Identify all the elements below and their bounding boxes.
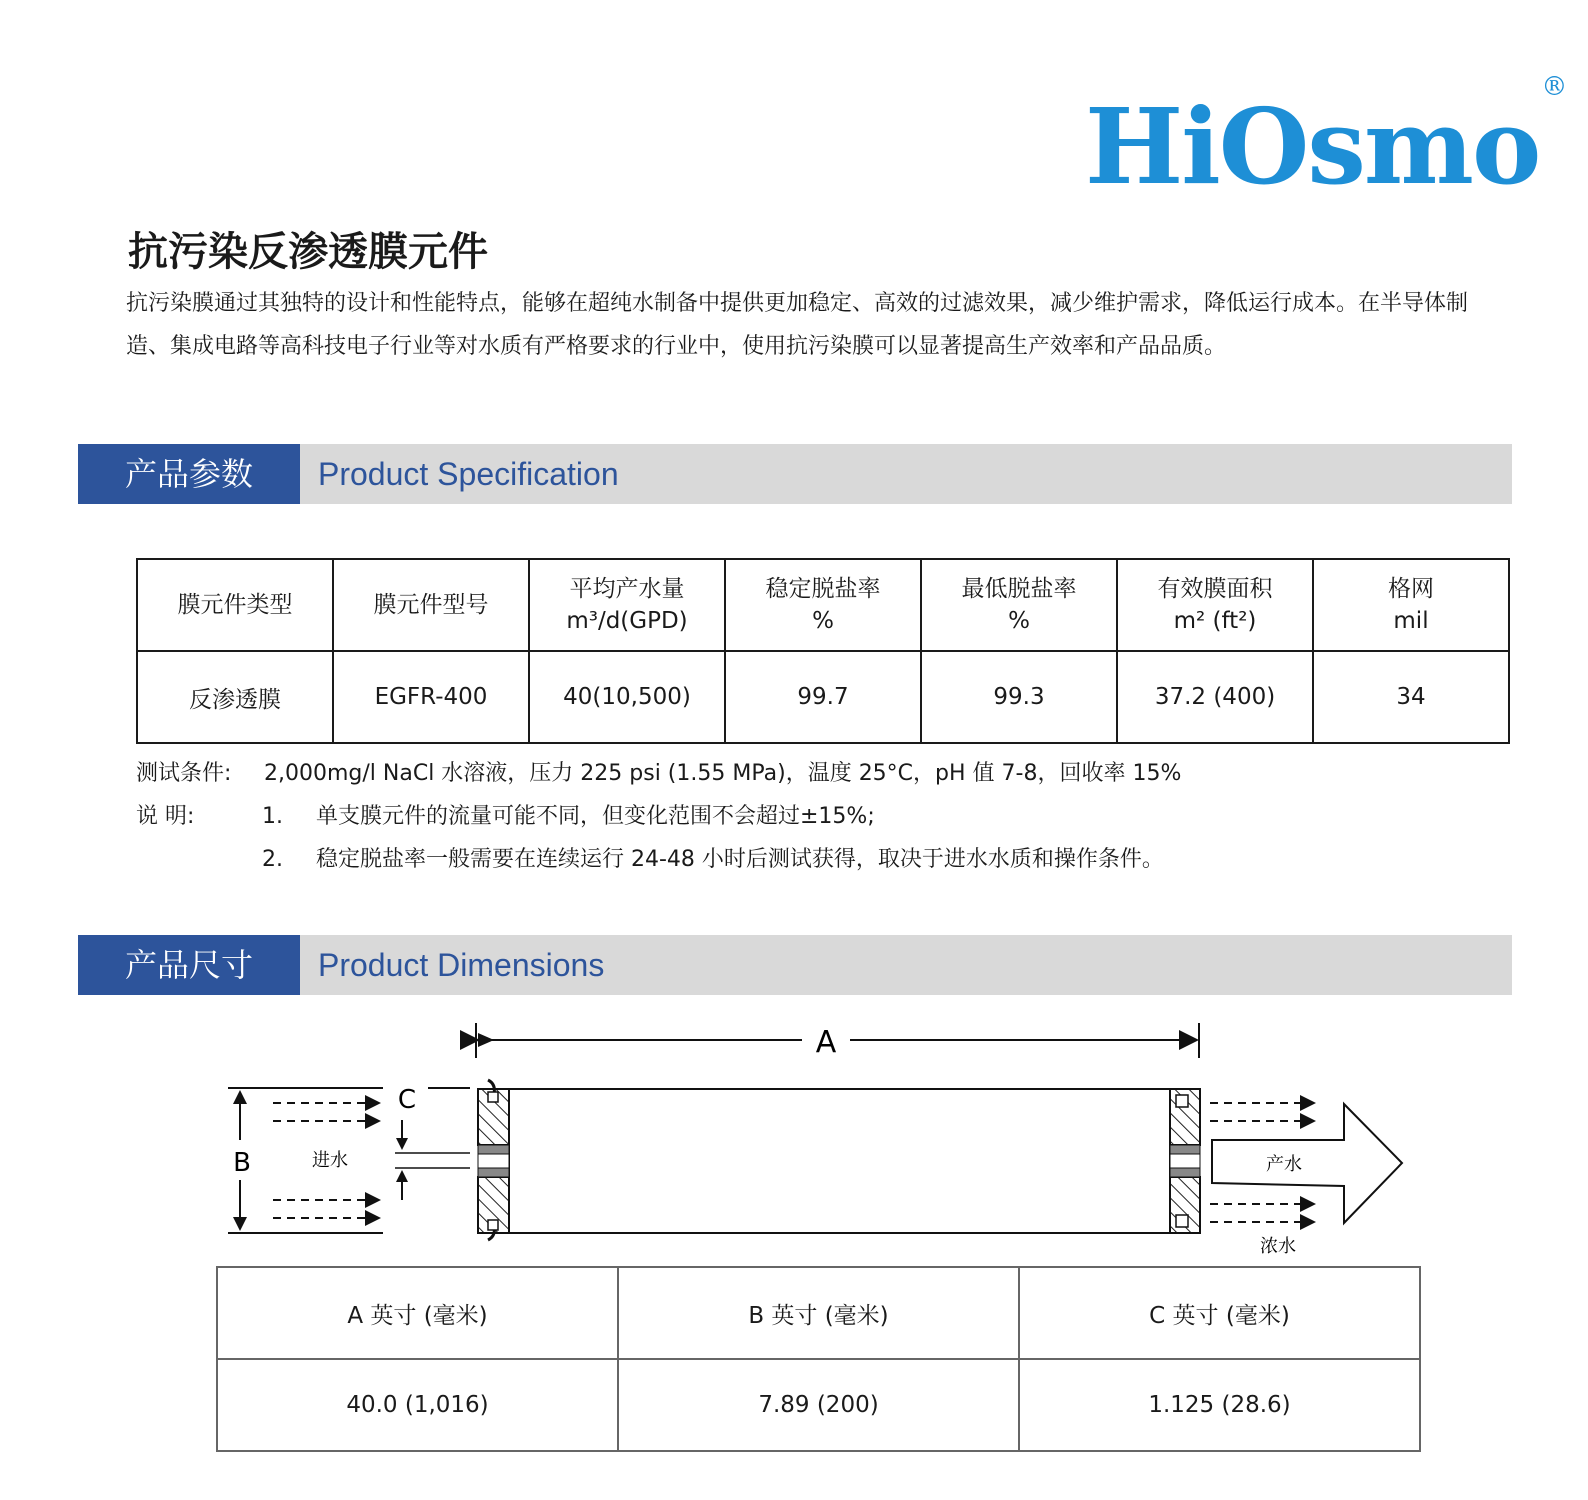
spec-header-cell: 膜元件类型	[137, 559, 333, 651]
spec-value-cell: 99.7	[725, 651, 921, 743]
registered-mark: ®	[1541, 72, 1566, 103]
spec-header-cell: 稳定脱盐率 %	[725, 559, 921, 651]
dim-c-arrow-bottom	[396, 1170, 408, 1182]
spec-header-cell: 有效膜面积 m² (ft²)	[1117, 559, 1313, 651]
left-end-cap	[478, 1080, 509, 1240]
dimension-value-cell: 7.89 (200)	[618, 1359, 1019, 1451]
dim-b-label: B	[233, 1148, 251, 1178]
note-text: 单支膜元件的流量可能不同，但变化范围不会超过±15%;	[316, 804, 875, 829]
spec-section-en: Product Specification	[318, 456, 619, 492]
dim-c-label: C	[397, 1085, 417, 1115]
dim-b-arrow-top	[233, 1090, 247, 1104]
spec-header-cell: 格网 mil	[1313, 559, 1509, 651]
dimension-value-cell: 40.0 (1,016)	[217, 1359, 618, 1451]
inlet-arrow-heads	[365, 1095, 381, 1226]
note-number: 2.	[262, 847, 283, 872]
spec-value-cell: EGFR-400	[333, 651, 529, 743]
spec-section-zh: 产品参数	[78, 444, 300, 504]
dimension-value-cell: 1.125 (28.6)	[1019, 1359, 1420, 1451]
spec-value-cell: 反渗透膜	[137, 651, 333, 743]
logo-text: HiOsmo	[1085, 85, 1540, 208]
spec-header-cell: 最低脱盐率 %	[921, 559, 1117, 651]
dim-c-arrow-top	[396, 1138, 408, 1150]
note-text: 稳定脱盐率一般需要在连续运行 24-48 小时后测试获得，取决于进水水质和操作条件。	[316, 847, 1164, 872]
inlet-label: 进水	[312, 1150, 348, 1171]
dim-b-arrow-bottom	[233, 1217, 247, 1231]
concentrate-label: 浓水	[1260, 1236, 1296, 1257]
spec-value-cell: 37.2 (400)	[1117, 651, 1313, 743]
dim-a-label: A	[815, 1025, 837, 1060]
intro-paragraph: 抗污染膜通过其独特的设计和性能特点，能够在超纯水制备中提供更加稳定、高效的过滤效果，减少维护需求，降低运行成本。在半导体制造、集成电路等高科技电子行业等对水质有严格要求的行业中，使用抗污染膜可以显著提高生产效率和产品品质。	[126, 291, 1469, 359]
dimension-value-row	[217, 1359, 1420, 1451]
dimension-header-cell: A 英寸 (毫米)	[217, 1267, 618, 1359]
note-number: 1.	[262, 804, 283, 829]
dimension-table	[216, 1266, 1421, 1452]
dim-section-zh: 产品尺寸	[78, 935, 300, 995]
test-condition-label: 测试条件:	[136, 761, 232, 786]
right-end-cap	[1170, 1089, 1200, 1233]
test-condition-text: 2,000mg/l NaCl 水溶液，压力 225 psi (1.55 MPa)，温度 25°C，pH 值 7-8，回收率 15%	[264, 761, 1182, 786]
spec-header-cell: 膜元件型号	[333, 559, 529, 651]
dim-a-arrow-left	[478, 1033, 494, 1047]
permeate-label: 产水	[1266, 1154, 1302, 1175]
membrane-body	[509, 1089, 1170, 1233]
note-label: 说 明:	[136, 804, 195, 829]
page-title: 抗污染反渗透膜元件	[128, 229, 488, 275]
dimension-header-row	[217, 1267, 1420, 1359]
dimension-header-cell: C 英寸 (毫米)	[1019, 1267, 1420, 1359]
dim-section-en: Product Dimensions	[318, 947, 605, 983]
spec-value-cell: 99.3	[921, 651, 1117, 743]
spec-value-cell: 40(10,500)	[529, 651, 725, 743]
spec-header-cell: 平均产水量 m³/d(GPD)	[529, 559, 725, 651]
dimension-header-cell: B 英寸 (毫米)	[618, 1267, 1019, 1359]
spec-value-cell: 34	[1313, 651, 1509, 743]
